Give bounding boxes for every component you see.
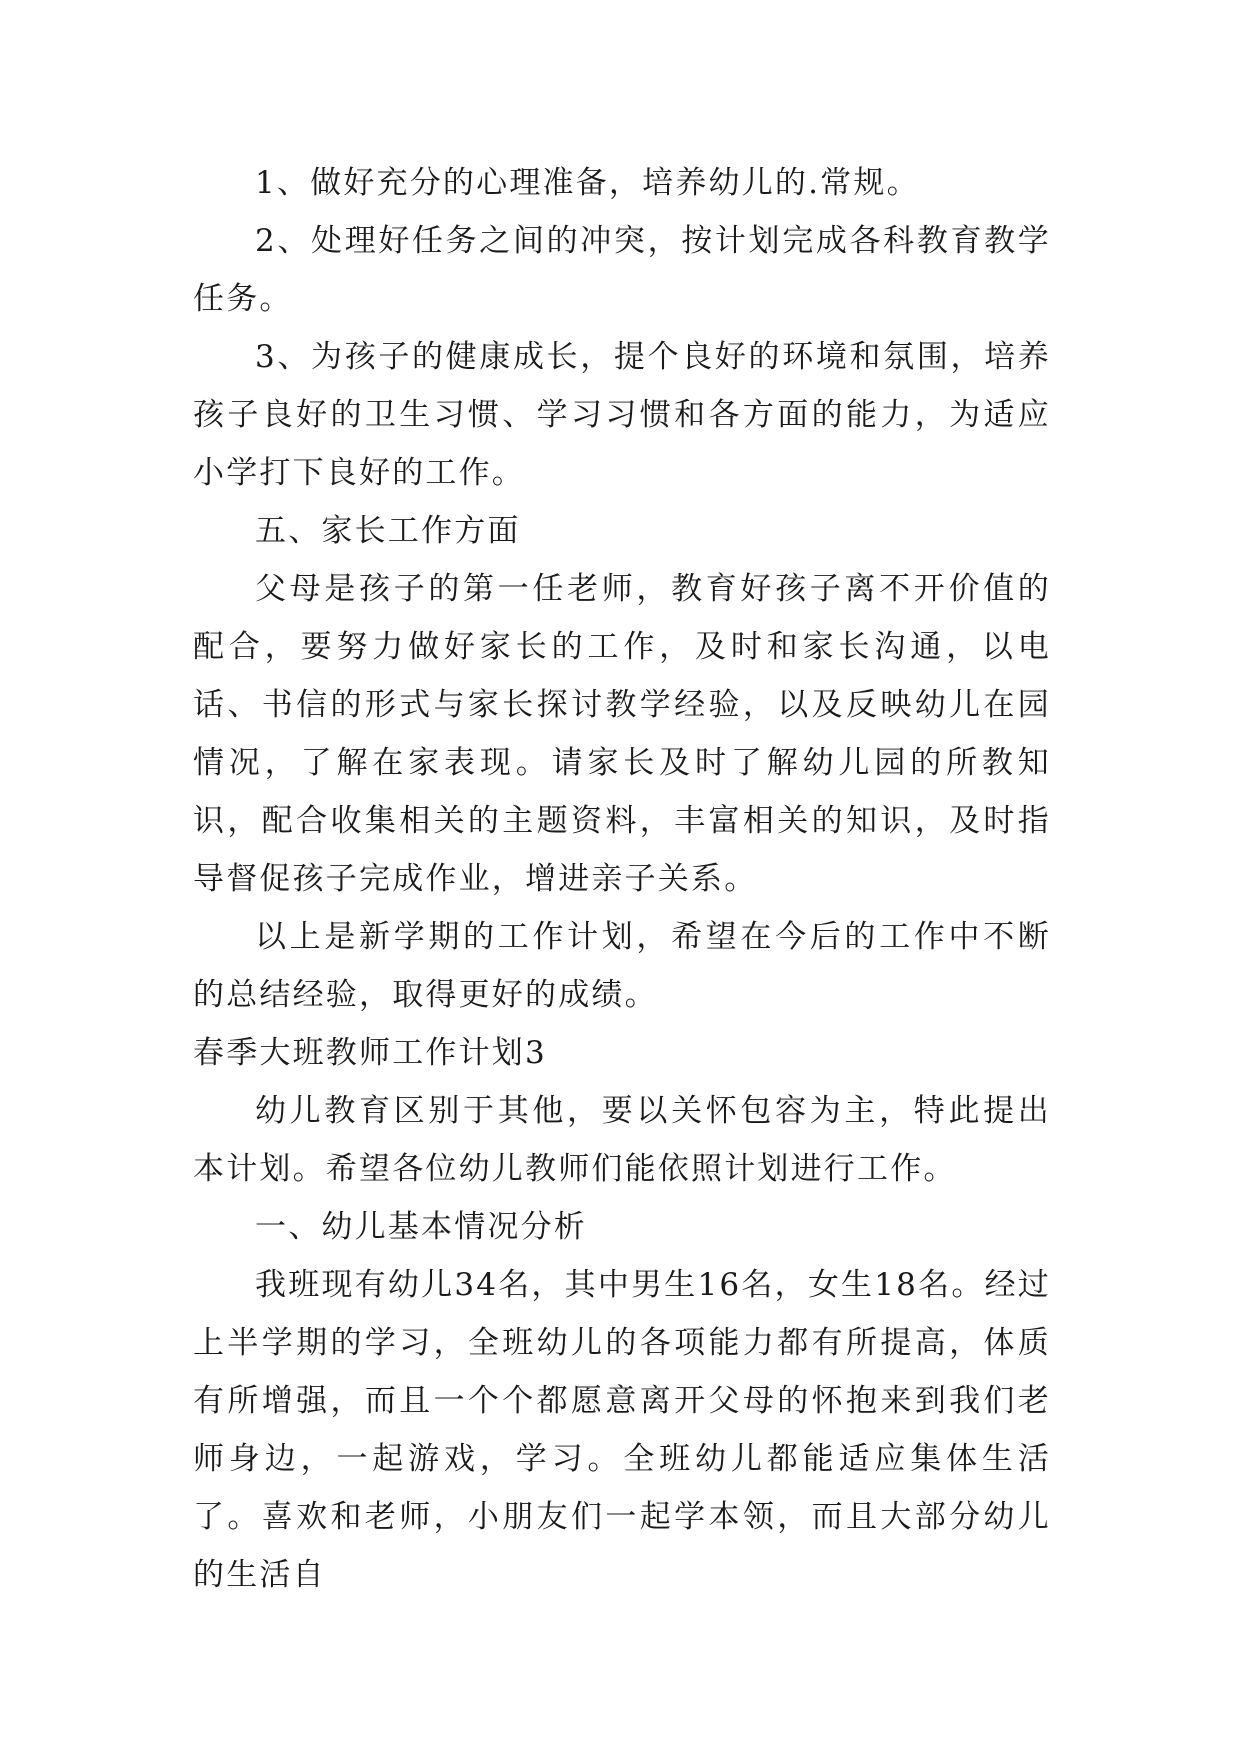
paragraph-1: 1、做好充分的心理准备，培养幼儿的.常规。 [255,165,920,201]
document-body [193,154,1051,1604]
paragraph-3: 3、为孩子的健康成长，提个良好的环境和氛围，培养孩子良好的卫生习惯、学习习惯和各方面的能力，为适应小学打下良好的工作。 [193,339,1051,491]
paragraph-analysis: 我班现有幼儿34名，其中男生16名，女生18名。经过上半学期的学习，全班幼儿的各项能力都有所提高，体质有所增强，而且一个个都愿意离开父母的怀抱来到我们老师身边，一起游戏，学习。全班幼儿都能适应集体生活了。喜欢和老师，小朋友们一起学本领，而且大部分幼儿的生活自 [193,1267,1051,1593]
paragraph-2: 2、处理好任务之间的冲突，按计划完成各科教育教学任务。 [193,223,1051,317]
paragraph-parents: 父母是孩子的第一任老师，教育好孩子离不开价值的配合，要努力做好家长的工作，及时和家长沟通，以电话、书信的形式与家长探讨教学经验，以及反映幼儿在园情况，了解在家表现。请家长及时了解幼儿园的所教知识，配合收集相关的主题资料，丰富相关的知识，及时指导督促孩子完成作业，增进亲子关系。 [193,571,1051,897]
paragraph-conclusion: 以上是新学期的工作计划，希望在今后的工作中不断的总结经验，取得更好的成绩。 [193,919,1051,1013]
document-title-3: 春季大班教师工作计划3 [193,1035,547,1071]
section-heading-analysis: 一、幼儿基本情况分析 [255,1209,587,1245]
section-heading-parents: 五、家长工作方面 [255,513,521,549]
paragraph-intro: 幼儿教育区别于其他，要以关怀包容为主，特此提出本计划。希望各位幼儿教师们能依照计划进行工作。 [193,1093,1051,1187]
